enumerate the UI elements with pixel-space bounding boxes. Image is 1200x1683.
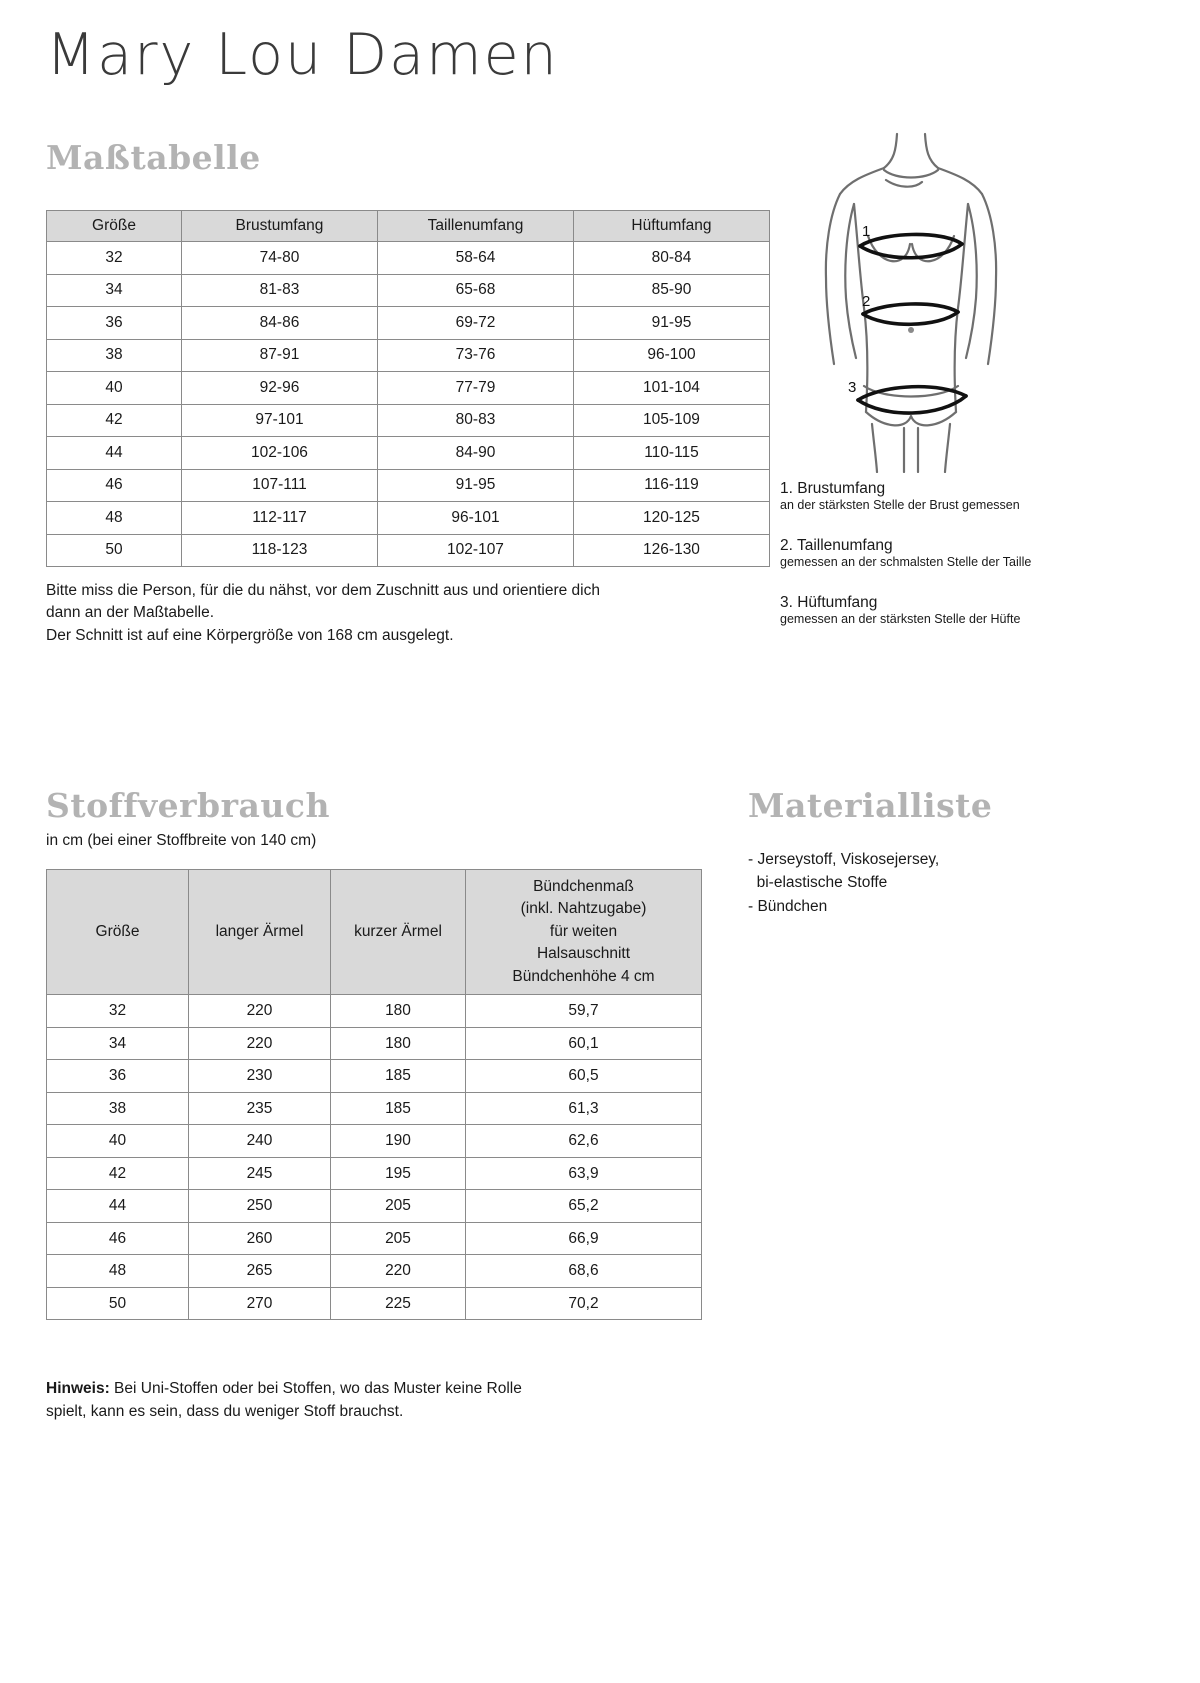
buendchen-line-1: Bündchenmaß xyxy=(533,878,634,895)
cell-long-sleeve: 245 xyxy=(189,1157,331,1190)
cell-waist: 69-72 xyxy=(378,307,574,340)
marker-3-label: 3 xyxy=(848,379,857,396)
cell-size: 46 xyxy=(47,1222,189,1255)
fabric-hint-text-1: Bei Uni-Stoffen oder bei Stoffen, wo das Muster keine Rolle xyxy=(109,1380,522,1397)
cell-bust: 87-91 xyxy=(182,339,378,372)
cell-short-sleeve: 180 xyxy=(331,1027,466,1060)
cell-long-sleeve: 230 xyxy=(189,1060,331,1093)
cell-hip: 85-90 xyxy=(574,274,770,307)
cell-hip: 126-130 xyxy=(574,534,770,567)
cell-short-sleeve: 195 xyxy=(331,1157,466,1190)
cell-cuff: 60,1 xyxy=(466,1027,702,1060)
fabric-hint-label: Hinweis: xyxy=(46,1380,110,1397)
cell-waist: 73-76 xyxy=(378,339,574,372)
fabric-hint-line-1 xyxy=(46,1377,686,1400)
column-header-brustumfang: Brustumfang xyxy=(182,211,378,242)
fabric-consumption-table xyxy=(46,869,702,1320)
cell-size: 44 xyxy=(47,437,182,470)
cell-hip: 80-84 xyxy=(574,242,770,275)
material-list xyxy=(748,848,1128,918)
table-row xyxy=(47,1092,702,1125)
cell-size: 42 xyxy=(47,1157,189,1190)
cell-short-sleeve: 190 xyxy=(331,1125,466,1158)
legend-title-waist: 2. Taillenumfang xyxy=(780,537,893,554)
cell-cuff: 65,2 xyxy=(466,1190,702,1223)
cell-hip: 101-104 xyxy=(574,372,770,405)
measuring-note-line-2: dann an der Maßtabelle. xyxy=(46,604,215,622)
column-header-buendchenmass xyxy=(466,870,702,995)
cell-bust: 118-123 xyxy=(182,534,378,567)
table-row xyxy=(47,534,770,567)
cell-hip: 105-109 xyxy=(574,404,770,437)
cell-bust: 107-111 xyxy=(182,469,378,502)
column-header-langer-aermel: langer Ärmel xyxy=(189,870,331,995)
cell-size: 50 xyxy=(47,534,182,567)
cell-size: 34 xyxy=(47,1027,189,1060)
buendchen-line-4: Halsauschnitt xyxy=(536,945,631,963)
cell-short-sleeve: 180 xyxy=(331,995,466,1028)
fabric-subtitle: in cm (bei einer Stoffbreite von 140 cm) xyxy=(46,832,317,849)
cell-cuff: 62,6 xyxy=(466,1125,702,1158)
cell-cuff: 61,3 xyxy=(466,1092,702,1125)
table-row xyxy=(47,1157,702,1190)
cell-size: 36 xyxy=(47,307,182,340)
cell-size: 32 xyxy=(47,995,189,1028)
table-header-row xyxy=(47,870,702,995)
measuring-note-line-3: Der Schnitt ist auf eine Körpergröße von 168 cm ausgelegt. xyxy=(46,626,454,644)
cell-size: 44 xyxy=(47,1190,189,1223)
column-header-kurzer-aermel: kurzer Ärmel xyxy=(331,870,466,995)
cell-size: 42 xyxy=(47,404,182,437)
table-header-row xyxy=(47,211,770,242)
cell-bust: 112-117 xyxy=(182,502,378,535)
cell-cuff: 60,5 xyxy=(466,1060,702,1093)
cell-bust: 74-80 xyxy=(182,242,378,275)
legend-title-hip: 3. Hüftumfang xyxy=(780,594,878,611)
legend-item-waist xyxy=(780,537,1031,569)
cell-short-sleeve: 205 xyxy=(331,1190,466,1223)
cell-waist: 96-101 xyxy=(378,502,574,535)
cell-cuff: 68,6 xyxy=(466,1255,702,1288)
cell-long-sleeve: 235 xyxy=(189,1092,331,1125)
column-header-hueftumfang: Hüftumfang xyxy=(574,211,770,242)
cell-size: 40 xyxy=(47,372,182,405)
cell-size: 50 xyxy=(47,1287,189,1320)
cell-size: 48 xyxy=(47,502,182,535)
column-header-groesse: Größe xyxy=(47,211,182,242)
fabric-hint-line-2: spielt, kann es sein, dass du weniger Stoff brauchst. xyxy=(46,1403,404,1421)
table-row xyxy=(47,274,770,307)
cell-size: 46 xyxy=(47,469,182,502)
cell-size: 38 xyxy=(47,339,182,372)
cell-long-sleeve: 220 xyxy=(189,1027,331,1060)
column-header-taillenumfang: Taillenumfang xyxy=(378,211,574,242)
cell-long-sleeve: 240 xyxy=(189,1125,331,1158)
size-table xyxy=(46,210,770,567)
cell-bust: 81-83 xyxy=(182,274,378,307)
cell-size: 36 xyxy=(47,1060,189,1093)
cell-waist: 58-64 xyxy=(378,242,574,275)
table-row xyxy=(47,502,770,535)
section-heading-masstabelle: Maßtabelle xyxy=(46,138,261,177)
section-heading-stoffverbrauch: Stoffverbrauch xyxy=(46,786,330,825)
table-row xyxy=(47,1027,702,1060)
cell-hip: 96-100 xyxy=(574,339,770,372)
section-heading-materialliste: Materialliste xyxy=(748,786,993,825)
table-row xyxy=(47,437,770,470)
table-row xyxy=(47,1255,702,1288)
body-measurement-illustration xyxy=(780,128,1040,468)
list-item: - Jerseystoff, Viskosejersey, xyxy=(748,851,940,868)
list-item: - Bündchen xyxy=(748,897,828,915)
cell-bust: 84-86 xyxy=(182,307,378,340)
legend-sub-bust: an der stärksten Stelle der Brust gemessen xyxy=(780,498,1020,512)
table-row xyxy=(47,1287,702,1320)
cell-size: 32 xyxy=(47,242,182,275)
table-row xyxy=(47,339,770,372)
measuring-note-line-1: Bitte miss die Person, für die du nähst, vor dem Zuschnitt aus und orientiere dich xyxy=(46,582,600,599)
buendchen-line-3: für weiten xyxy=(549,922,618,940)
cell-size: 48 xyxy=(47,1255,189,1288)
cell-size: 34 xyxy=(47,274,182,307)
cell-waist: 91-95 xyxy=(378,469,574,502)
table-row xyxy=(47,1222,702,1255)
table-row xyxy=(47,1190,702,1223)
legend-item-hip xyxy=(780,594,1020,626)
cell-cuff: 66,9 xyxy=(466,1222,702,1255)
cell-cuff: 63,9 xyxy=(466,1157,702,1190)
cell-waist: 77-79 xyxy=(378,372,574,405)
cell-short-sleeve: 205 xyxy=(331,1222,466,1255)
cell-long-sleeve: 260 xyxy=(189,1222,331,1255)
cell-hip: 91-95 xyxy=(574,307,770,340)
table-row xyxy=(47,995,702,1028)
buendchen-line-5: Bündchenhöhe 4 cm xyxy=(512,967,655,985)
legend-sub-waist: gemessen an der schmalsten Stelle der Taille xyxy=(780,555,1032,569)
cell-long-sleeve: 265 xyxy=(189,1255,331,1288)
cell-long-sleeve: 220 xyxy=(189,995,331,1028)
cell-bust: 97-101 xyxy=(182,404,378,437)
cell-short-sleeve: 185 xyxy=(331,1060,466,1093)
legend-title-bust: 1. Brustumfang xyxy=(780,480,886,497)
cell-waist: 80-83 xyxy=(378,404,574,437)
table-row xyxy=(47,307,770,340)
cell-waist: 65-68 xyxy=(378,274,574,307)
table-row xyxy=(47,404,770,437)
marker-1-label: 1 xyxy=(862,223,871,240)
marker-2-label: 2 xyxy=(862,293,871,310)
page-title: Mary Lou Damen xyxy=(46,22,559,88)
cell-short-sleeve: 220 xyxy=(331,1255,466,1288)
cell-bust: 102-106 xyxy=(182,437,378,470)
cell-short-sleeve: 185 xyxy=(331,1092,466,1125)
buendchen-line-2: (inkl. Nahtzugabe) xyxy=(520,900,647,918)
column-header-groesse: Größe xyxy=(47,870,189,995)
list-item: bi-elastische Stoffe xyxy=(748,874,888,892)
fabric-hint xyxy=(46,1377,686,1424)
table-row xyxy=(47,242,770,275)
table-row xyxy=(47,1060,702,1093)
legend-item-bust xyxy=(780,480,1020,512)
cell-size: 40 xyxy=(47,1125,189,1158)
cell-waist: 84-90 xyxy=(378,437,574,470)
cell-cuff: 70,2 xyxy=(466,1287,702,1320)
cell-waist: 102-107 xyxy=(378,534,574,567)
cell-hip: 110-115 xyxy=(574,437,770,470)
cell-long-sleeve: 270 xyxy=(189,1287,331,1320)
cell-hip: 116-119 xyxy=(574,469,770,502)
cell-cuff: 59,7 xyxy=(466,995,702,1028)
table-row xyxy=(47,372,770,405)
cell-long-sleeve: 250 xyxy=(189,1190,331,1223)
cell-bust: 92-96 xyxy=(182,372,378,405)
legend-sub-hip: gemessen an der stärksten Stelle der Hüfte xyxy=(780,612,1021,626)
table-row xyxy=(47,1125,702,1158)
cell-size: 38 xyxy=(47,1092,189,1125)
table-row xyxy=(47,469,770,502)
cell-short-sleeve: 225 xyxy=(331,1287,466,1320)
cell-hip: 120-125 xyxy=(574,502,770,535)
measuring-note xyxy=(46,580,726,647)
